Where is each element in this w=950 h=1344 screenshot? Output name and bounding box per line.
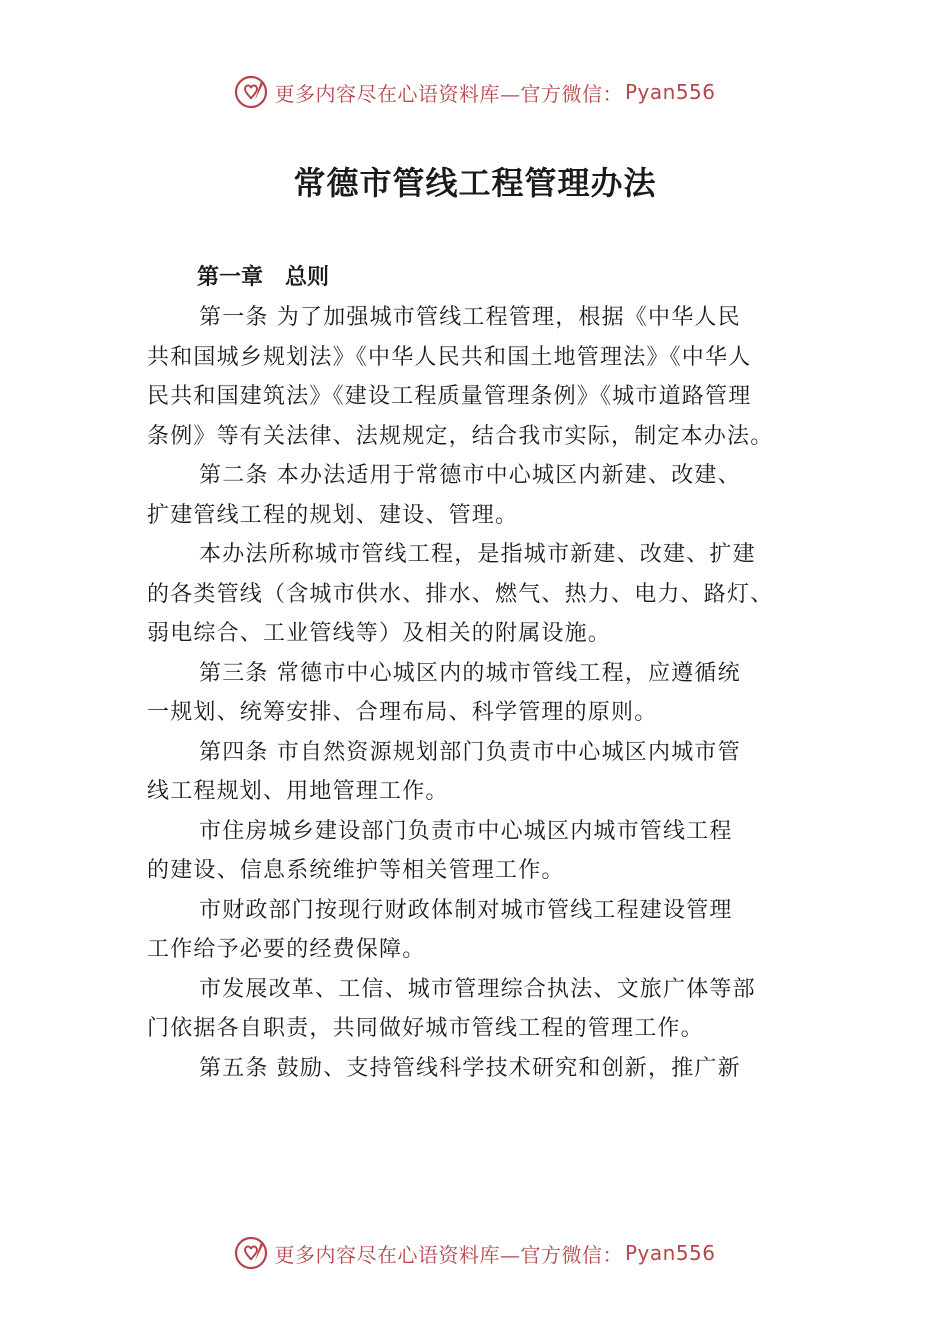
paragraph-line: 的建设、信息系统维护等相关管理工作。 (147, 858, 565, 883)
watermark-wechat-id: Pyan556 (624, 1241, 716, 1265)
paragraph (147, 298, 809, 456)
paragraph-line: 工作给予必要的经费保障。 (147, 937, 426, 962)
paragraph (147, 970, 809, 1049)
chapter-heading: 第一章 总则 (197, 265, 330, 290)
paragraph (147, 1049, 809, 1089)
watermark-text: 更多内容尽在心语资料库—官方微信： (274, 81, 623, 106)
paragraph-line: 门依据各自职责，共同做好城市管线工程的管理工作。 (147, 1016, 704, 1041)
paragraph-line: 条例》等有关法律、法规规定，结合我市实际，制定本办法。 (147, 423, 774, 449)
paragraph-line: 市住房城乡建设部门负责市中心城区内城市管线工程 (199, 818, 733, 844)
paragraph (147, 535, 809, 654)
paragraph-line: 扩建管线工程的规划、建设、管理。 (147, 502, 519, 528)
paragraph-line: 第二条 本办法适用于常德市中心城区内新建、改建、 (199, 463, 741, 488)
paragraph-line: 共和国城乡规划法》《中华人民共和国土地管理法》《中华人 (147, 344, 752, 370)
paragraph-line: 第四条 市自然资源规划部门负责市中心城区内城市管 (199, 739, 741, 765)
paragraph-line: 市发展改革、工信、城市管理综合执法、文旅广体等部 (199, 976, 756, 1002)
paragraph-line: 市财政部门按现行财政体制对城市管线工程建设管理 (199, 897, 733, 923)
paragraph-line: 线工程规划、用地管理工作。 (147, 779, 449, 804)
paragraph-line: 的各类管线（含城市供水、排水、燃气、热力、电力、路灯、 (147, 581, 774, 607)
paragraph-line: 一规划、统筹安排、合理布局、科学管理的原则。 (147, 700, 658, 725)
paragraph (147, 654, 809, 733)
document-title: 常德市管线工程管理办法 (293, 164, 657, 202)
watermark-text: 更多内容尽在心语资料库—官方微信： (274, 1242, 623, 1267)
footer-watermark (0, 1233, 950, 1273)
watermark-wechat-id: Pyan556 (624, 80, 716, 104)
paragraph-line: 第一条 为了加强城市管线工程管理，根据《中华人民 (199, 305, 741, 330)
paragraph (147, 733, 809, 812)
document-body (147, 258, 809, 1088)
paragraph-line: 第三条 常德市中心城区内的城市管线工程，应遵循统 (199, 660, 741, 686)
heart-quill-logo-icon (234, 75, 268, 109)
paragraph (147, 812, 809, 891)
paragraph-line: 民共和国建筑法》《建设工程质量管理条例》《城市道路管理 (147, 384, 752, 409)
heart-quill-logo-icon (234, 1236, 268, 1270)
paragraph-line: 本办法所称城市管线工程，是指城市新建、改建、扩建 (199, 542, 756, 567)
paragraph-line: 第五条 鼓励、支持管线科学技术研究和创新，推广新 (199, 1055, 741, 1081)
paragraph-list (147, 298, 809, 1088)
paragraph (147, 456, 809, 535)
paragraph (147, 891, 809, 970)
paragraph-line: 弱电综合、工业管线等）及相关的附属设施。 (147, 621, 612, 646)
header-watermark (0, 72, 950, 112)
